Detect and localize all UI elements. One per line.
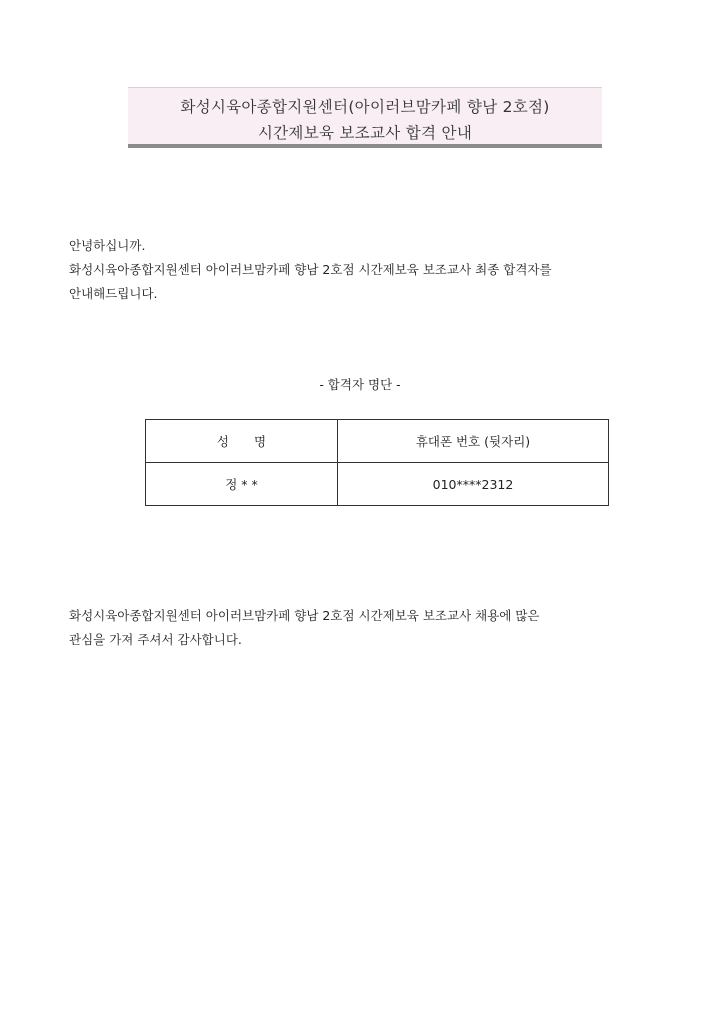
intro-line-3: 안내해드립니다. <box>69 286 158 301</box>
closing-line-1: 화성시육아종합지원센터 아이러브맘카페 향남 2호점 시간제보육 보조교사 채용에 많은 <box>69 608 540 623</box>
list-caption: - 합격자 명단 - <box>319 377 401 392</box>
closing-line-2: 관심을 가져 주셔서 감사합니다. <box>69 632 242 647</box>
cell-name: 정 * * <box>146 463 338 506</box>
document-title-box <box>128 87 602 148</box>
intro-paragraph <box>69 234 659 306</box>
table-row <box>146 463 609 506</box>
cell-phone: 010****2312 <box>338 463 609 506</box>
intro-line-2: 화성시육아종합지원센터 아이러브맘카페 향남 2호점 시간제보육 보조교사 최종 합격자를 <box>69 262 552 277</box>
intro-greeting: 안녕하십니까. <box>69 238 146 253</box>
title-line-1: 화성시육아종합지원센터(아이러브맘카페 향남 2호점) <box>180 98 550 116</box>
closing-paragraph <box>69 604 659 652</box>
title-line-2: 시간제보육 보조교사 합격 안내 <box>257 124 473 142</box>
header-phone: 휴대폰 번호 (뒷자리) <box>338 420 609 463</box>
header-name: 성 명 <box>146 420 338 463</box>
table-header-row <box>146 420 609 463</box>
results-table <box>145 419 609 506</box>
